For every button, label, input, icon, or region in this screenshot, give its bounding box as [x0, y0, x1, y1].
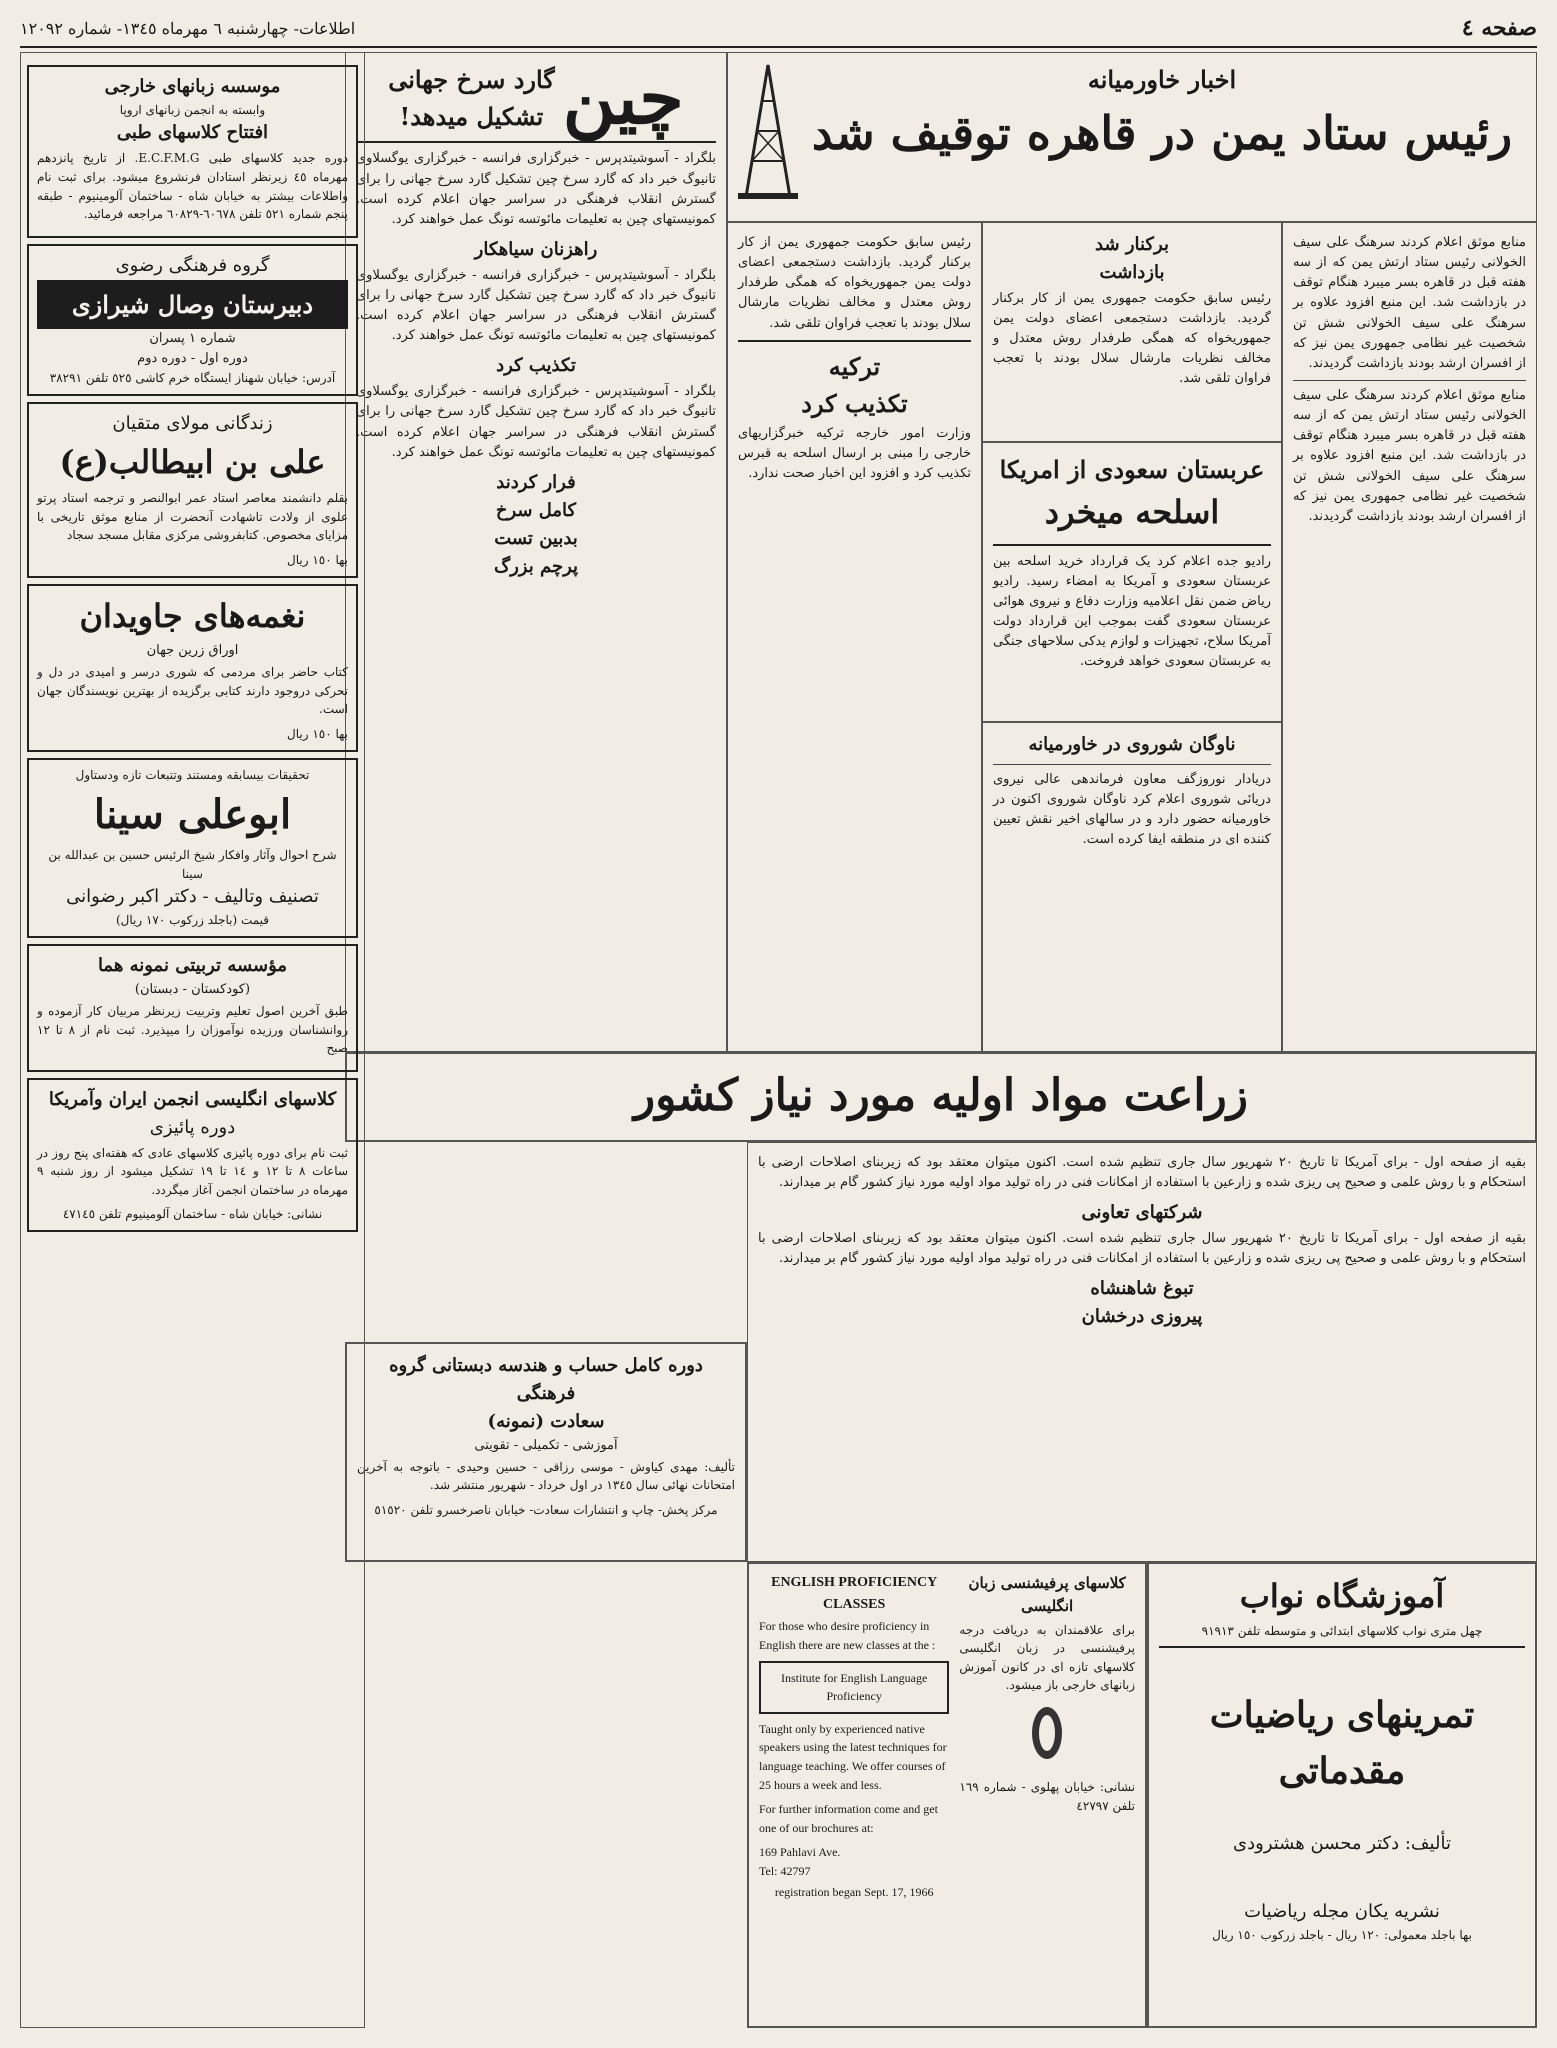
- navvab-publisher: نشریه یکان مجله ریاضیات: [1244, 1900, 1440, 1922]
- school-subtitle: آموزشی - تکمیلی - تقویتی: [474, 1437, 618, 1453]
- left-ads-column: [20, 52, 365, 2028]
- agriculture-banner: [345, 1052, 1537, 1142]
- turkey-headline-1: ترکیه: [828, 351, 881, 381]
- yemen-story-column: [1282, 222, 1537, 1052]
- ad6-title: مؤسسه تربیتی نمونه هما: [97, 954, 288, 976]
- eng-institute: Institute for English Language Proficiency: [759, 1661, 949, 1714]
- javidan-book-ad: [27, 584, 358, 752]
- turkey-column: [727, 222, 982, 1052]
- leaf-emblem-icon: [1027, 1703, 1067, 1763]
- eng-registration: registration began Sept. 17, 1966: [774, 1884, 934, 1899]
- navy-body: دریادار نوروزگف معاون فرماندهی عالی نیروی دریائی شوروی اعلام کرد ناوگان شوروی اکنون در خاورمیانه حضور دارد و در سالهای اخیر نقش تعیین کننده ای در منطقه ایفا کرده است.: [993, 771, 1271, 848]
- agri-sub-victory: پیروزی درخشان: [1081, 1306, 1203, 1328]
- page-number: صفحه ٤: [1461, 15, 1537, 41]
- ad7-footer: نشانی: خیابان شاه - ساختمان آلومینیوم تلفن ٤٧١٤٥: [62, 1207, 323, 1222]
- subhead-arrest: بازداشت: [1099, 261, 1165, 283]
- ad1-head: افتتاح کلاسهای طبی: [116, 122, 269, 144]
- ad3-kicker: زندگانی مولای متقیان: [112, 412, 273, 434]
- yemen-story-body-cont: منابع موثق اعلام کردند سرهنگ علی سیف الخولانی رئیس ستاد ارتش یمن که از سه هفته قبل در قاهره بسر میبرد هنگام توقف در بازداشت شد. این منبع افزود علاوه بر سرهنگ علی سیف الخولانی شش تن شخصیت غیر نظامی جمهوری یمن نیز که از افسران ارشد بودند بازداشت گردیدند.: [1293, 387, 1526, 524]
- yemen-arrest-column: [982, 222, 1282, 442]
- ad2-title: دبیرستان وصال شیرازی: [37, 280, 348, 329]
- iran-america-ad: [27, 1078, 358, 1232]
- oil-rig-icon: [738, 61, 798, 201]
- eng-intro: For those who desire proficiency in English there are new classes at the :: [759, 1619, 936, 1652]
- avicenna-book-ad: [27, 758, 358, 938]
- lang-institute-ad: [27, 65, 358, 238]
- saudi-headline-2: اسلحه میخرد: [1044, 493, 1220, 532]
- ad3-price: بها ١٥٠ ریال: [286, 552, 348, 567]
- navvab-title: آموزشگاه نواب: [1239, 1577, 1445, 1615]
- eng-body: Taught only by experienced native speakers using the latest techniques for language teaching. We offer courses of 25 hours a week and less.: [759, 1721, 947, 1792]
- ad3-title: علی بن ابیطالب(ع): [59, 442, 326, 481]
- ad7-title: کلاسهای انگلیسی انجمن ایران وآمریکا: [48, 1088, 337, 1110]
- china-sub-red: کامل سرخ: [495, 499, 577, 521]
- saudi-body: رادیو جده اعلام کرد یک قرارداد خرید اسلحه بین عربستان سعودی و آمریکا به امضاء رسید. رادیو ریاض ضمن نقل اعلامیه وزارت دفاع و نیروی هوائی عربستان سعودی گفت بموجب این قرارداد دولت آمریکا سلاح، تجهیزات و لوازم یدکی سلاحهای جنگی به عربستان سعودی خواهد فروخت.: [993, 553, 1271, 670]
- ad4-body: کتاب حاضر برای مردمی که شوری درسر و امیدی در دل و تحرکی دروجود دارند کتابی برگزیده از بهترین نویسندگان جهان است.: [37, 665, 348, 717]
- ad7-sub: دوره پائیزی: [149, 1116, 236, 1138]
- eng-tel: Tel: 42797: [759, 1863, 811, 1878]
- yemen-arrest-body: رئیس سابق حکومت جمهوری یمن از کار برکنار گردید. بازداشت دستجمعی اعضای دولت یمن جمهوریخواه که همگی طرفدار روش معتدل و مخالف نظریات مارشال سلال بودند با تعجب فراوان تلقی شد.: [993, 290, 1271, 387]
- ad2-period: دوره اول - دوره دوم: [137, 350, 248, 366]
- navvab-author: تألیف: دکتر محسن هشترودی: [1233, 1832, 1451, 1854]
- ad3-body: بقلم دانشمند معاصر استاد عمر ابوالنصر و ترجمه استاد پرتو علوی از ولادت تاشهادت آنحضرت از منابع موثق تاریخی با مزایای مخصوص. کتابفروشی مرکزی مقابل مسجد سجاد: [37, 491, 348, 543]
- navy-headline: ناوگان شوروی در خاورمیانه: [1028, 734, 1236, 755]
- agri-headline: زراعت مواد اولیه مورد نیاز کشور: [633, 1070, 1249, 1121]
- ali-book-ad: [27, 402, 358, 578]
- navvab-book: تمرینهای ریاضیات مقدماتی: [1209, 1694, 1475, 1792]
- ad1-sub: وابسته به انجمن زبانهای اروپا: [119, 102, 266, 117]
- china-sub-bandits: راهزنان سیاهکار: [474, 238, 598, 260]
- saudi-headline-1: عربستان سعودی از امریکا: [999, 455, 1265, 484]
- school-title: دوره کامل حساب و هندسه دبستانی گروه فرهنگی: [389, 1355, 703, 1404]
- navvab-school-ad: [1147, 1562, 1537, 2028]
- eng-title: ENGLISH PROFICIENCY CLASSES: [771, 1575, 938, 1612]
- turkey-headline-2: تکذیب کرد: [801, 388, 908, 418]
- china-body: بلگراد - آسوشیتدپرس - خبرگزاری فرانسه - خبرگزاری یوگسلاوی تانیوگ خبر داد که گارد سرخ چین تشکیل گارد سرخ جهانی را برای گسترش انقلاب فرهنگی در سراسر جهان اعلام کرده است. کمونیستهای چین به تعلیمات مائوتسه تونگ عمل خواهند کرد.: [356, 151, 716, 227]
- ad6-sub: (کودکستان - دبستان): [134, 981, 251, 997]
- ad4-price: بها ١٥٠ ریال: [286, 727, 348, 742]
- school-body: تألیف: مهدی کیاوش - موسی رزاقی - حسین وحیدی - باتوجه به آخرین امتحانات نهائی سال ١٣٤٥ در اول خرداد - شهریور منتشر شد.: [357, 1459, 735, 1493]
- vesal-school-ad: [27, 244, 358, 396]
- fa-eng-title: کلاسهای پرفیشنسی زبان انگلیسی: [968, 1574, 1126, 1616]
- china-sub-denied: تکذیب کرد: [496, 355, 576, 377]
- agri-body: بقیه از صفحه اول - برای آمریکا تا تاریخ ٢٠ شهریور سال جاری تنظیم شده است. اکنون میتوان معتقد بود که زیربنای اصلاحات ارضی با استحکام و با روش علمی و صحیح پی ریزی شده و زارعین با استفاده از امکانات فنی در راه تولید مواد اولیه مورد نیاز کشور گام بر میدارند.: [758, 1155, 1527, 1191]
- saudi-arms-column: [982, 442, 1282, 722]
- china-headline-top: گارد سرخ جهانی: [388, 65, 555, 94]
- ad5-kicker: تحقیقات بیسابقه ومستند وتتبعات تازه ودستاول: [75, 767, 310, 782]
- ad1-body: دوره جدید کلاسهای طبی E.C.F.M.G. از تاریخ پانزدهم مهرماه ٤٥ زیرنظر استادان فرنشروع میشود. برای ثبت نام واطلاعات بیشتر به خیابان شاه - ساختمان آلومینیوم - طبقه پنجم شماره ٥٢١ تلفن ٦٠٦٧٨-٦٠٨٢٩ مراجعه فرمائید.: [37, 151, 348, 222]
- china-headline-big: چین: [562, 55, 684, 141]
- ad5-price: قیمت (باجلد زرکوب ١٧٠ ریال): [115, 913, 270, 928]
- china-headline-bottom: تشکیل میدهد!: [399, 102, 544, 132]
- ad5-title: ابوعلی سینا: [93, 791, 292, 839]
- yemen-headline: رئیس ستاد یمن در قاهره توقیف شد: [811, 106, 1513, 161]
- china-sub-flag: پرچم بزرگ: [493, 555, 579, 577]
- china-sub-fled: فرار کردند: [496, 471, 576, 493]
- navvab-subtitle: چهل متری نواب کلاسهای ابتدائی و متوسطه تلفن ٩١٩١٣: [1201, 1623, 1483, 1638]
- turkey-body: وزارت امور خارجه ترکیه خبرگزاریهای خارجی را مبنی بر ارسال اسلحه به قبرس تکذیب کرد و افزود این اخبار صحت ندارد.: [738, 426, 971, 482]
- navvab-price: بها باجلد معمولی: ١٢٠ ریال - باجلد زرکوب ١٥٠ ریال: [1212, 1927, 1472, 1942]
- school-footer: مرکز پخش- چاپ و انتشارات سعادت- خیابان ناصرخسرو تلفن ٥١٥٢٠: [374, 1503, 718, 1517]
- soviet-navy-column: [982, 722, 1282, 1052]
- homa-school-ad: [27, 944, 358, 1072]
- masthead: [20, 10, 1537, 48]
- school-title-2: سعادت (نمونه): [487, 1410, 605, 1432]
- ad4-sub: اوراق زرین جهان: [146, 643, 239, 659]
- subhead-dismissed: برکنار شد: [1095, 234, 1169, 255]
- china-column: [345, 52, 727, 1052]
- agri-sub-coop: شرکتهای تعاونی: [1081, 1202, 1203, 1224]
- eng-address: 169 Pahlavi Ave.: [759, 1845, 841, 1860]
- school-book-ad: [345, 1342, 747, 1562]
- paper-dateline: اطلاعات- چهارشنبه ٦ مهرماه ١٣٤٥- شماره ١٢٠٩٢: [20, 18, 356, 38]
- agri-body-2: بقیه از صفحه اول - برای آمریکا تا تاریخ ٢٠ شهریور سال جاری تنظیم شده است. اکنون میتوان معتقد بود که زیربنای اصلاحات ارضی با استحکام و با روش علمی و صحیح پی ریزی شده و زارعین با استفاده از امکانات فنی در راه تولید مواد اولیه مورد نیاز کشور گام بر میدارند.: [758, 1231, 1527, 1267]
- turkey-intro-body: رئیس سابق حکومت جمهوری یمن از کار برکنار گردید. بازداشت دستجمعی اعضای دولت یمن جمهوریخواه که همگی طرفدار روش معتدل و مخالف نظریات مارشال سلال بودند با تعجب فراوان تلقی شد.: [738, 235, 971, 331]
- kicker-middle-east: اخبار خاورمیانه: [1087, 65, 1237, 94]
- english-proficiency-ad: [747, 1562, 1147, 2028]
- ad7-body: ثبت نام برای دوره پائیزی کلاسهای عادی که هفته‌ای پنج روز در ساعات ٨ تا ١٢ و ١٤ تا ١٩ تشکیل میشود از روز شنبه ٩ مهرماه در ساختمان انجمن آغاز میگردد.: [37, 1145, 349, 1197]
- ad1-title: موسسه زبانهای خارجی: [104, 76, 281, 97]
- china-body-2: بلگراد - آسوشیتدپرس - خبرگزاری فرانسه - خبرگزاری یوگسلاوی تانیوگ خبر داد که گارد سرخ چین تشکیل گارد سرخ جهانی را برای گسترش انقلاب فرهنگی در سراسر جهان اعلام کرده است. کمونیستهای چین به تعلیمات مائوتسه تونگ عمل خواهند کرد.: [356, 267, 716, 344]
- china-body-3: بلگراد - آسوشیتدپرس - خبرگزاری فرانسه - خبرگزاری یوگسلاوی تانیوگ خبر داد که گارد سرخ چین تشکیل گارد سرخ جهانی را برای گسترش انقلاب فرهنگی در سراسر جهان اعلام کرده است. کمونیستهای چین به تعلیمات مائوتسه تونگ عمل خواهند کرد.: [356, 384, 716, 460]
- yemen-headline-block: [727, 52, 1537, 222]
- ad2-address: آدرس: خیابان شهناز ایستگاه خرم کاشی ٥٢٥ تلفن ٣٨٢٩١: [49, 371, 336, 386]
- ad2-branch: شماره ١ پسران: [149, 330, 236, 346]
- agriculture-body: [747, 1142, 1537, 1562]
- ad4-title: نغمه‌های جاویدان: [79, 596, 306, 635]
- fa-eng-address: نشانی: خیابان پهلوی - شماره ١٦٩ تلفن ٤٢٧٩٧: [959, 1780, 1135, 1813]
- ad6-body: طبق آخرین اصول تعلیم وتربیت زیرنظر مربیان کار آزموده و روانشناسان ورزیده نوآموزان را میپذیرد. ثبت نام از ٨ تا ١٢ صبح: [37, 1003, 348, 1056]
- fa-eng-body: برای علاقمندان به دریافت درجه پرفیشنسی در زبان انگلیسی کلاسهای تازه ای در کانون آموزش زبانهای خارجی باز میشود.: [959, 1622, 1135, 1693]
- agri-sub-genius: تبوغ شاهنشاه: [1090, 1278, 1194, 1300]
- ad5-author: تصنیف وتالیف - دکتر اکبر رضوانی: [66, 886, 319, 908]
- ad2-group: گروه فرهنگی رضوی: [115, 254, 270, 276]
- china-sub-pessimist: بدبین تست: [494, 527, 578, 549]
- eng-contact: For further information come and get one of our brochures at:: [759, 1802, 938, 1835]
- yemen-story-body: منابع موثق اعلام کردند سرهنگ علی سیف الخولانی رئیس ستاد ارتش یمن که از سه هفته قبل در قاهره بسر میبرد هنگام توقف در بازداشت شد. این منبع افزود علاوه بر سرهنگ علی سیف الخولانی شش تن شخصیت غیر نظامی جمهوری یمن نیز که از افسران ارشد بودند بازداشت گردیدند.: [1293, 235, 1526, 371]
- ad5-sub: شرح احوال وآثار وافکار شیخ الرئیس حسین بن عبدالله بن سینا: [48, 848, 337, 881]
